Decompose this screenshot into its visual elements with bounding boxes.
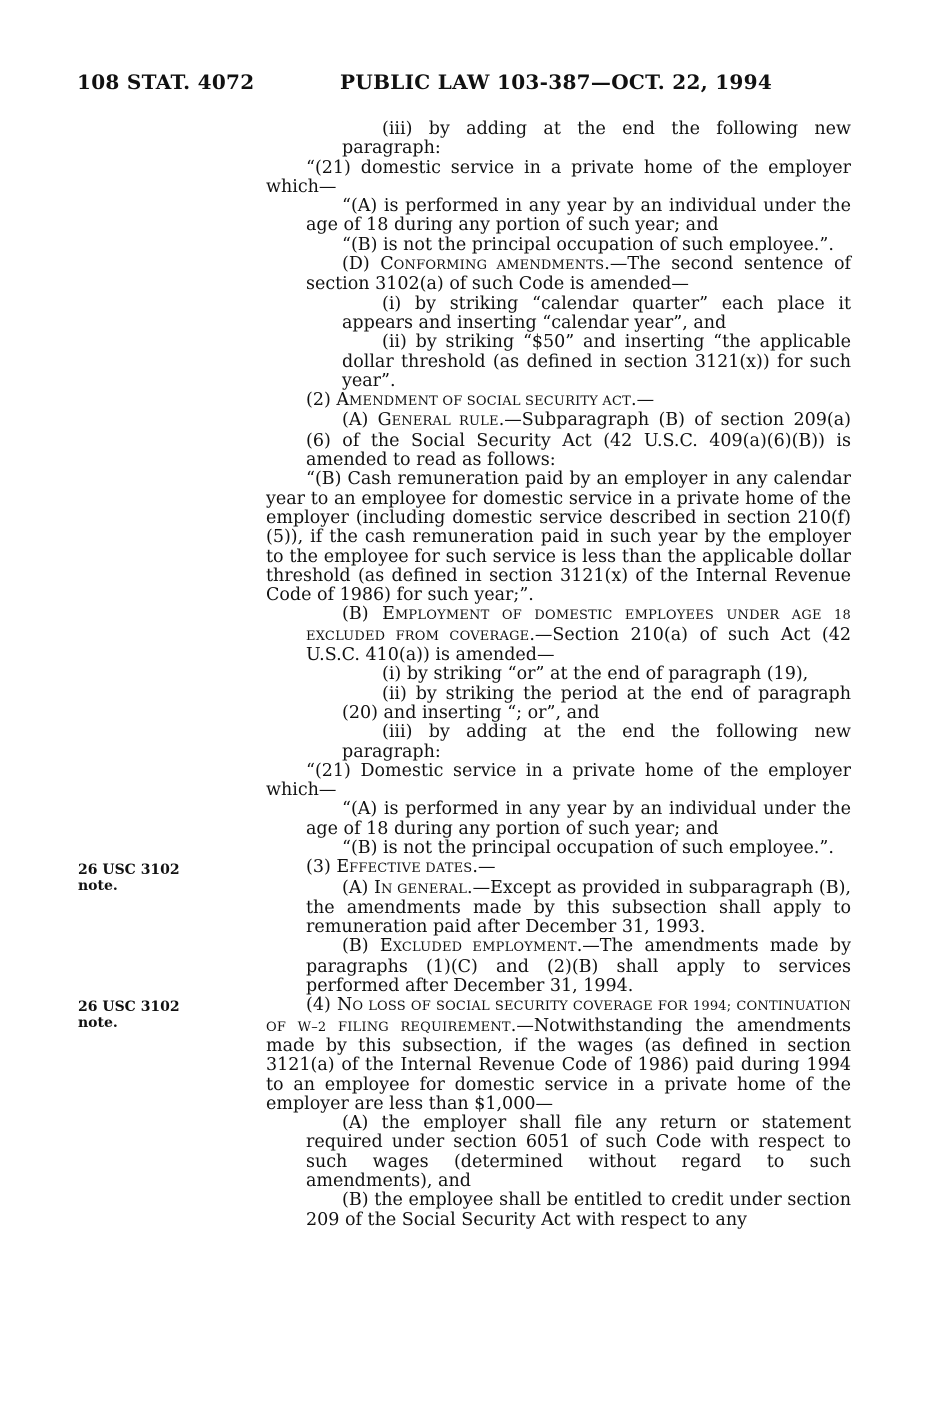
heading-text: (A) G <box>342 410 392 431</box>
paragraph: “(21) domestic service in a private home of the employer which— <box>266 157 851 197</box>
paragraph: (ii) by striking “$50” and inserting “the applicable dollar threshold (as defined in section 3121(x)) for such year”. <box>342 332 851 391</box>
heading-text: (2) A <box>306 390 349 411</box>
paragraph: “(21) Domestic service in a private home of the employer which— <box>266 760 851 801</box>
heading-text: (B) E <box>342 604 395 625</box>
page-stat-number: 108 STAT. 4072 <box>77 70 255 94</box>
paragraph: (B) the employee shall be entitled to credit under section 209 of the Social Security Act with respect to any <box>306 1190 851 1230</box>
paragraph: (i) by striking “or” at the end of paragraph (19), <box>382 664 809 685</box>
margin-note-label: note. <box>78 878 118 894</box>
paragraph-text: .— <box>472 857 496 878</box>
paragraph: (i) by striking “calendar quarter” each place it appears and inserting “calendar year”, and <box>342 293 851 333</box>
paragraph: (iii) by adding at the end the following new paragraph: <box>342 722 851 762</box>
paragraph: (A) the employer shall file any return or statement required under section 6051 of such Code with respect to such wages (determined without regard to such amendments), and <box>306 1113 851 1192</box>
statute-text <box>266 120 851 1230</box>
heading-text: (D) C <box>342 254 394 275</box>
paragraph: “(B) Cash remuneration paid by an employer in any calendar year to an employee for domestic service in a private home of the employer (including domestic service described in section 210(f)(5)), if the cash remuneration paid in such year by the employer to the employee for such service is less than the applicable dollar threshold (as defined in section 3121(x) of the Internal Revenue Code of 1986) for such year;”. <box>266 469 851 606</box>
page-running-title: PUBLIC LAW 103-387—OCT. 22, 1994 <box>340 70 773 94</box>
heading-text: (3) E <box>306 857 350 878</box>
heading-text: (4) N <box>306 995 353 1016</box>
heading-small-caps: ONFORMING AMENDMENTS <box>393 258 605 274</box>
paragraph-text: .—The second sentence of section 3102(a) of such Code is amended— <box>306 254 852 295</box>
paragraph: “(B) is not the principal occupation of such employee.”. <box>342 234 834 255</box>
paragraph <box>266 391 851 411</box>
paragraph: (ii) by striking the period at the end of paragraph (20) and inserting “; or”, and <box>342 683 851 723</box>
paragraph-text: .—Notwithstanding the amendments made by this subsection, if the wages (as defined in section 3121(a) of the Internal Revenue Code of 1986) paid during 1994 to an employee for domestic service in a private home of the employer are less than $1,000— <box>266 1015 851 1114</box>
paragraph-text: .— <box>631 390 655 411</box>
paragraph <box>266 605 851 665</box>
heading-small-caps: FFECTIVE DATES <box>349 861 473 877</box>
margin-note-label: note. <box>78 1015 118 1031</box>
heading-text: (A) I <box>342 877 381 898</box>
heading-text: (B) E <box>342 936 393 957</box>
paragraph: “(A) is performed in any year by an individual under the age of 18 during any portion of such year; and <box>306 196 851 236</box>
paragraph <box>266 255 851 295</box>
heading-small-caps: MENDMENT OF SOCIAL SECURITY ACT <box>349 394 631 410</box>
paragraph-text: .—Except as provided in subparagraph (B), the amendments made by this subsection shall apply to remuneration paid after December 31, 1993. <box>306 877 851 938</box>
paragraph: “(B) is not the principal occupation of such employee.”. <box>342 837 834 858</box>
paragraph: (iii) by adding at the end the following new paragraph: <box>342 119 851 159</box>
heading-small-caps: MPLOYMENT OF DOMESTIC EMPLOYEES UNDER AGE 18 EXCLUDED FROM COVERAGE <box>306 608 852 644</box>
heading-small-caps: O LOSS OF SOCIAL SECURITY COVERAGE FOR 1994; CONTINUATION OF W–2 FILING REQUIREMENT <box>266 999 851 1035</box>
paragraph-text: .—Subparagraph (B) of section 209(a)(6) of the Social Security Act (42 U.S.C. 409(a)(6)(B)) is amended to read as follows: <box>306 410 851 471</box>
heading-small-caps: ENERAL RULE <box>391 414 499 430</box>
margin-note <box>78 862 180 894</box>
margin-note-citation: 26 USC 3102 <box>78 862 180 878</box>
paragraph <box>266 411 851 470</box>
paragraph: “(A) is performed in any year by an individual under the age of 18 during any portion of such year; and <box>306 799 851 839</box>
margin-note <box>78 999 180 1031</box>
heading-small-caps: XCLUDED EMPLOYMENT <box>392 940 577 956</box>
paragraph <box>266 879 851 938</box>
paragraph <box>266 858 851 878</box>
paragraph <box>266 996 851 1114</box>
heading-small-caps: N GENERAL <box>380 881 468 897</box>
paragraph-text: .—The amendments made by paragraphs (1)(C) and (2)(B) shall apply to services performed after December 31, 1994. <box>306 936 851 997</box>
margin-note-citation: 26 USC 3102 <box>78 999 180 1015</box>
paragraph <box>266 937 851 996</box>
paragraph-text: .—Section 210(a) of such Act (42 U.S.C. 410(a)) is amended— <box>306 624 851 666</box>
